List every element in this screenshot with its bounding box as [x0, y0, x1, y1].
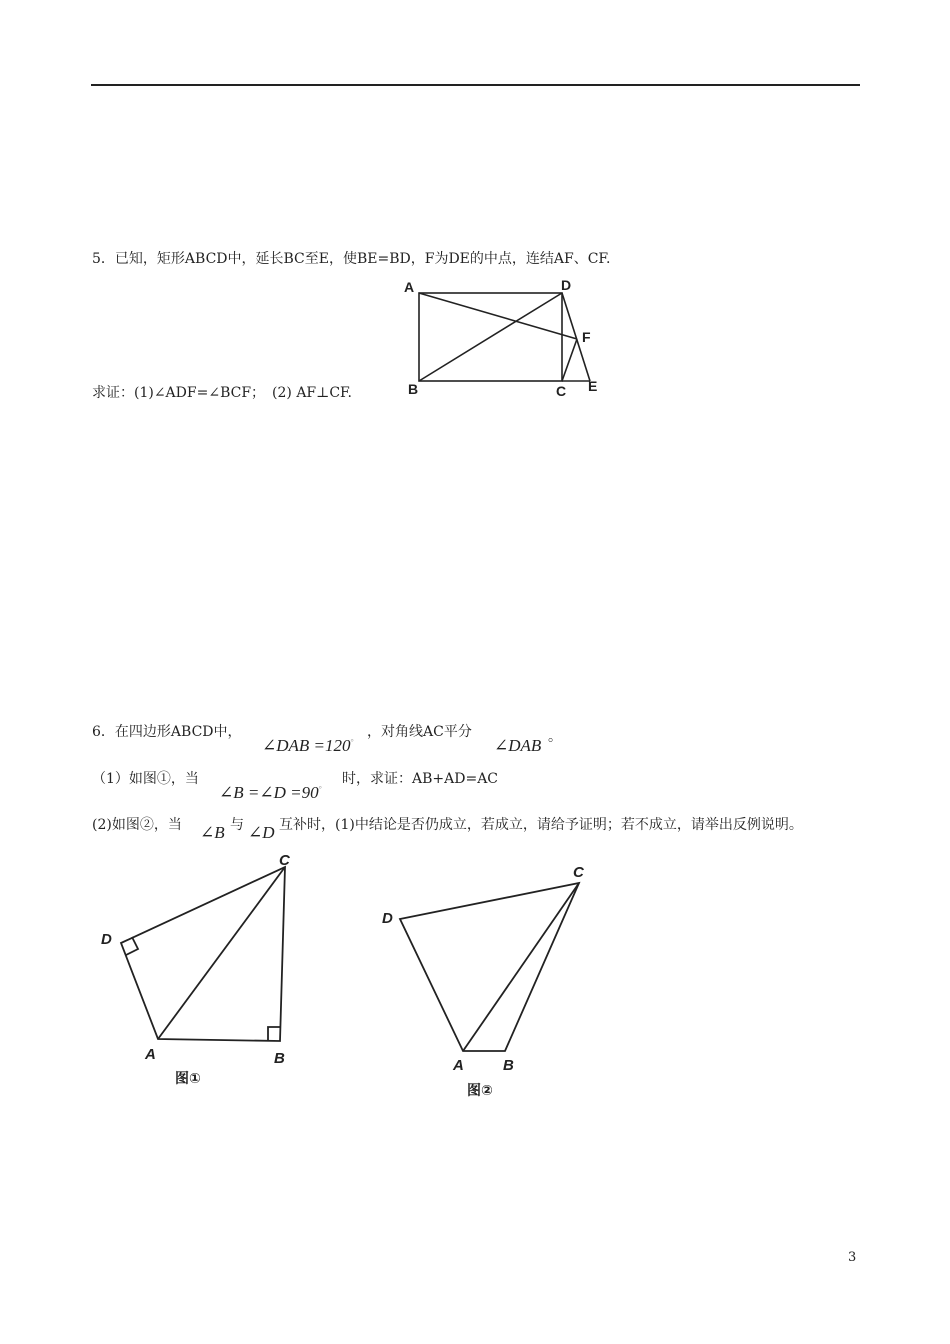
- fig1-label-c: C: [279, 852, 290, 869]
- fig5-label-c: C: [556, 383, 567, 399]
- angle-dab-equation: [262, 737, 354, 754]
- fig1-caption: 图①: [175, 1070, 201, 1086]
- fig5-label-a: A: [404, 279, 415, 295]
- problem6-part2-and: 与: [230, 817, 244, 833]
- right-angle-mark-b: [268, 1027, 280, 1041]
- problem6-part2-prefix: (2)如图②，当: [92, 817, 182, 833]
- angle-b-d-equation: [219, 784, 322, 801]
- fig5-label-e: E: [588, 378, 598, 394]
- segment-cf: [562, 339, 577, 381]
- problem5-prove: 求证：(1)∠ADF=∠BCF； (2) AF⊥CF.: [92, 385, 353, 401]
- diagonal-bd: [419, 293, 562, 381]
- fig2-label-c: C: [573, 864, 584, 881]
- fig5-label-b: B: [408, 381, 419, 397]
- problem6-intro-end: 。: [548, 729, 562, 745]
- figure-2: [375, 857, 605, 1107]
- fig2-caption: 图②: [467, 1082, 493, 1098]
- quadrilateral-abcd-fig1: [121, 867, 285, 1041]
- problem6-part1-suffix: 时，求证：AB+AD=AC: [342, 771, 499, 787]
- angle-d: ∠D: [248, 823, 275, 842]
- angle-b: ∠B: [200, 823, 225, 842]
- problem6-intro-prefix: 6．在四边形ABCD中，: [92, 724, 242, 740]
- fig1-label-a: A: [145, 1046, 156, 1063]
- fig2-label-d: D: [382, 910, 393, 927]
- fig1-label-b: B: [274, 1050, 285, 1067]
- degree-mark: °: [350, 737, 354, 747]
- diagonal-ac-fig1: [158, 867, 285, 1039]
- page-number: 3: [848, 1250, 857, 1265]
- angle-b-d-eq-text: ∠B =∠D =90: [219, 783, 319, 802]
- header-rule: [91, 84, 860, 86]
- fig1-label-d: D: [101, 931, 112, 948]
- problem6-part1-prefix: （1）如图①，当: [92, 771, 199, 787]
- quadrilateral-abcd-fig2: [400, 883, 579, 1051]
- fig2-label-a: A: [453, 1057, 464, 1074]
- problem5-figure: [400, 275, 610, 400]
- diagonal-ac-fig2: [463, 883, 579, 1051]
- fig5-label-f: F: [582, 329, 591, 345]
- problem6-intro-middle: ，对角线AC平分: [367, 724, 472, 740]
- angle-dab-eq-text: ∠DAB =120: [262, 736, 351, 755]
- problem5-statement: 5．已知，矩形ABCD中，延长BC至E，使BE=BD，F为DE的中点，连结AF、CF.: [92, 251, 611, 267]
- problem6-part2-suffix: 互补时，(1)中结论是否仍成立，若成立，请给予证明；若不成立，请举出反例说明。: [279, 817, 803, 833]
- angle-dab: ∠DAB: [494, 736, 542, 755]
- degree-mark: °: [318, 784, 322, 794]
- fig5-label-d: D: [561, 277, 572, 293]
- figure-1: [95, 845, 315, 1090]
- fig2-label-b: B: [503, 1057, 514, 1074]
